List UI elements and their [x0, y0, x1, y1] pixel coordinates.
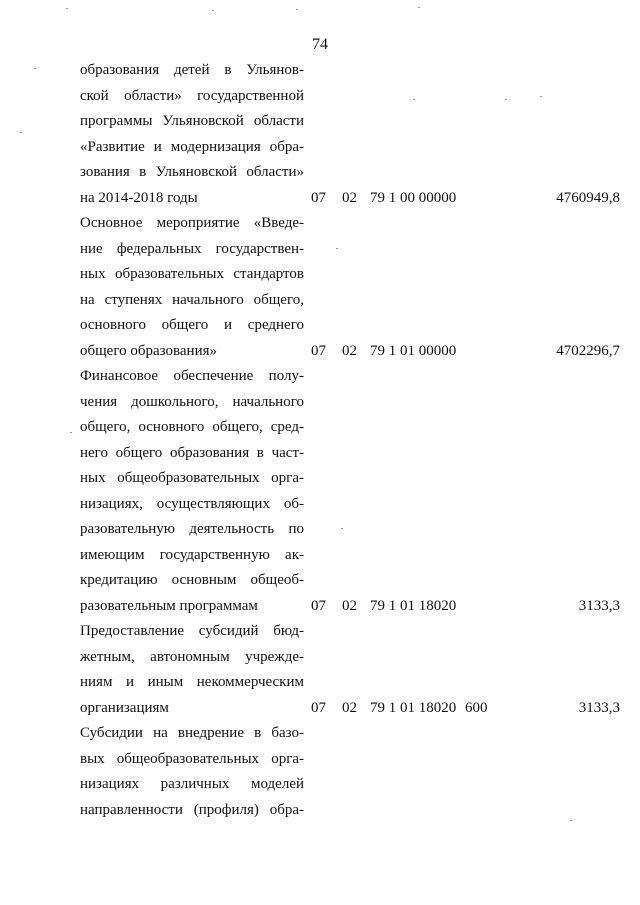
row-description [80, 364, 304, 619]
expense-type-code: 600 [465, 699, 488, 716]
description-line: ных общеобразовательных орга- [80, 470, 304, 486]
description-line: Предоставление субсидий бюд- [80, 623, 304, 639]
description-line: на 2014-2018 годы [80, 189, 198, 206]
scan-speck [20, 132, 22, 133]
amount: 3133,3 [578, 699, 620, 716]
target-article-code: 79 1 01 18020 [370, 597, 457, 614]
row-codes [80, 186, 620, 212]
description-line: направленности (профиля) обра- [80, 801, 304, 818]
description-line: ской области» государственной [80, 87, 304, 104]
budget-row [80, 58, 620, 211]
budget-row [80, 211, 620, 364]
description-line: ниям и иным некоммерческим [80, 674, 304, 690]
description-line: разовательную деятельность по [80, 521, 304, 537]
description-line: Основное мероприятие «Введе- [80, 215, 304, 231]
scan-speck [70, 432, 72, 433]
page-number: 74 [312, 36, 328, 53]
section-code: 07 [311, 342, 326, 359]
description-line: жетным, автономным учрежде- [80, 648, 304, 665]
description-line: основного общего и среднего [80, 317, 304, 333]
amount: 3133,3 [578, 597, 620, 614]
row-description [80, 721, 304, 823]
scan-speck [505, 99, 507, 100]
scan-speck [296, 9, 298, 10]
description-line: общего образования» [80, 342, 217, 359]
description-line: «Развитие и модернизация обра- [80, 138, 304, 155]
budget-row [80, 619, 620, 721]
description-line: ных образовательных стандартов [80, 266, 304, 282]
scan-speck [570, 820, 572, 821]
section-code: 07 [311, 597, 326, 614]
description-line: чения дошкольного, начального [80, 393, 304, 410]
amount: 4760949,8 [556, 189, 620, 206]
description-line: организациям [80, 699, 169, 716]
description-line: программы Ульяновской области [80, 113, 304, 129]
row-codes [80, 339, 620, 365]
scan-speck [212, 10, 214, 11]
description-line: зования в Ульяновской области» [80, 164, 304, 180]
target-article-code: 79 1 01 18020 [370, 699, 457, 716]
description-line: низациях различных моделей [80, 776, 304, 792]
target-article-code: 79 1 01 00000 [370, 342, 457, 359]
description-line: образования детей в Ульянов- [80, 62, 304, 78]
subsection-code: 02 [342, 597, 357, 614]
scan-speck [336, 248, 338, 249]
description-line: общего, основного общего, сред- [80, 419, 304, 435]
budget-row [80, 721, 620, 823]
description-line: кредитацию основным общеоб- [80, 572, 304, 588]
description-line: вых общеобразовательных орга- [80, 750, 304, 767]
scan-speck [66, 8, 68, 9]
budget-row [80, 364, 620, 619]
row-codes [80, 696, 620, 722]
description-line: Субсидии на внедрение в базо- [80, 725, 304, 741]
scan-speck [540, 96, 542, 97]
subsection-code: 02 [342, 699, 357, 716]
description-line: разовательным программам [80, 597, 258, 614]
row-codes [80, 594, 620, 620]
scan-speck [418, 7, 420, 8]
scan-speck [413, 99, 415, 100]
description-line: низациях, осуществляющих об- [80, 495, 304, 512]
description-line: него общего образования в част- [80, 444, 304, 461]
description-line: имеющим государственную ак- [80, 546, 304, 563]
subsection-code: 02 [342, 189, 357, 206]
amount: 4702296,7 [556, 342, 620, 359]
target-article-code: 79 1 00 00000 [370, 189, 457, 206]
description-line: Финансовое обеспечение полу- [80, 368, 304, 384]
scan-speck [341, 528, 343, 529]
subsection-code: 02 [342, 342, 357, 359]
description-line: на ступенях начального общего, [80, 291, 304, 308]
scan-speck [34, 68, 36, 69]
section-code: 07 [311, 189, 326, 206]
description-line: ние федеральных государствен- [80, 240, 304, 257]
section-code: 07 [311, 699, 326, 716]
